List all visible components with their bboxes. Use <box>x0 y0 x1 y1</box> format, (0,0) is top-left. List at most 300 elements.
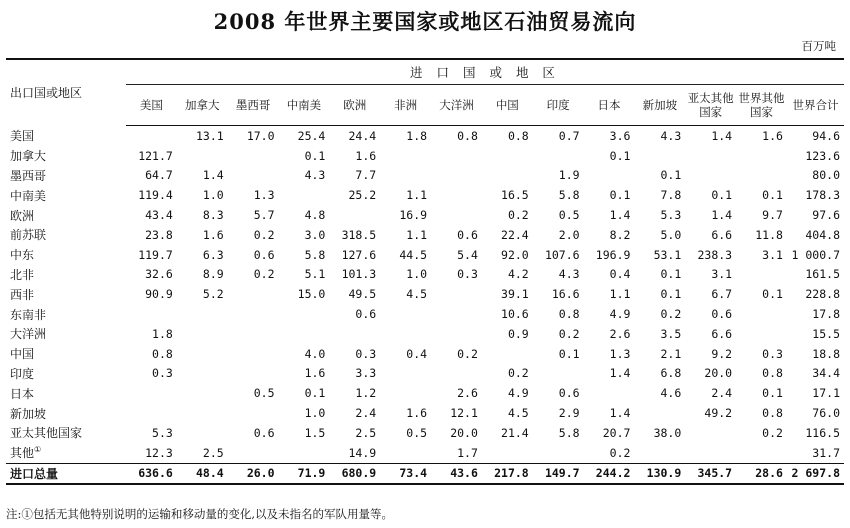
table-cell <box>228 304 279 324</box>
table-cell <box>228 403 279 423</box>
table-cell: 0.1 <box>558 346 580 361</box>
table-cell: 2.6 <box>609 326 631 341</box>
column-header: 加拿大 <box>177 85 228 126</box>
row-label-text: 加拿大 <box>10 149 47 164</box>
table-cell: 0.6 <box>253 425 275 440</box>
row-label-text: 亚太其他国家 <box>10 426 83 441</box>
table-cell: 6.3 <box>202 247 224 262</box>
table-cell: 73.4 <box>380 463 431 484</box>
table-cell: 28.6 <box>736 463 787 484</box>
oil-trade-table <box>6 58 844 485</box>
table-cell: 15.0 <box>297 287 326 302</box>
table-cell: 0.1 <box>660 287 682 302</box>
table-cell: 5.0 <box>660 227 682 242</box>
row-label-text: 日本 <box>10 386 35 401</box>
table-cell: 22.4 <box>501 227 529 242</box>
table-cell <box>736 166 787 186</box>
table-cell: 0.1 <box>304 386 326 401</box>
table-cell: 217.8 <box>482 463 533 484</box>
table-row <box>6 225 844 245</box>
table-cell: 6.7 <box>711 287 733 302</box>
table-cell: 1.6 <box>202 227 224 242</box>
table-cell <box>126 403 177 423</box>
column-header: 非洲 <box>380 85 431 126</box>
table-cell: 64.7 <box>145 168 173 183</box>
table-cell: 2.5 <box>202 445 224 460</box>
row-label-text: 大洋洲 <box>10 327 47 342</box>
table-cell: 1.7 <box>457 445 478 460</box>
column-header: 欧洲 <box>329 85 380 126</box>
table-cell: 130.9 <box>634 463 685 484</box>
table-cell: 2.0 <box>558 227 580 242</box>
table-cell <box>431 324 482 344</box>
row-label-text: 美国 <box>10 129 35 144</box>
table-cell <box>228 166 279 186</box>
table-cell: 3.0 <box>304 227 326 242</box>
row-label-text: 欧洲 <box>10 208 35 223</box>
table-cell: 14.9 <box>348 445 377 460</box>
row-label <box>6 344 126 364</box>
table-cell: 11.8 <box>755 227 783 242</box>
table-cell: 1.9 <box>558 168 580 183</box>
table-cell: 80.0 <box>812 168 840 183</box>
table-cell: 680.9 <box>329 463 380 484</box>
table-cell: 7.8 <box>660 188 682 203</box>
table-cell: 8.9 <box>202 267 224 282</box>
row-label-text: 东南非 <box>10 307 47 322</box>
table-row <box>6 146 844 166</box>
table-cell <box>482 443 533 463</box>
table-cell: 0.5 <box>253 386 275 401</box>
table-cell: 9.7 <box>762 208 783 223</box>
row-label <box>6 166 126 186</box>
table-cell <box>634 403 685 423</box>
table-cell: 2.9 <box>558 406 580 421</box>
table-cell <box>380 146 431 166</box>
table-row <box>6 403 844 423</box>
table-cell: 1.0 <box>202 188 224 203</box>
table-cell <box>634 443 685 463</box>
table-cell: 13.1 <box>195 128 224 143</box>
table-cell: 5.4 <box>457 247 478 262</box>
table-cell <box>177 344 228 364</box>
table-cell: 0.2 <box>253 267 275 282</box>
table-cell: 6.6 <box>711 326 733 341</box>
table-cell: 0.1 <box>762 287 783 302</box>
table-row <box>6 383 844 403</box>
table-cell: 0.4 <box>609 267 631 282</box>
table-cell: 1.6 <box>304 366 326 381</box>
table-cell: 196.9 <box>595 247 631 262</box>
table-cell: 49.5 <box>348 287 377 302</box>
table-cell: 0.3 <box>152 366 173 381</box>
table-cell: 2.4 <box>711 386 733 401</box>
table-cell: 0.3 <box>762 346 783 361</box>
table-cell: 0.8 <box>762 366 783 381</box>
table-cell: 4.6 <box>660 386 682 401</box>
table-cell <box>634 146 685 166</box>
table-cell: 94.6 <box>812 128 840 143</box>
table-cell <box>380 383 431 403</box>
table-cell: 5.8 <box>304 247 326 262</box>
column-header: 亚太其他国家 <box>685 85 736 126</box>
table-cell <box>431 166 482 186</box>
table-cell: 0.2 <box>457 346 478 361</box>
row-label <box>6 403 126 423</box>
column-header: 世界合计 <box>787 85 844 126</box>
row-label <box>6 284 126 304</box>
table-cell: 49.2 <box>704 406 733 421</box>
table-cell: 0.5 <box>406 425 428 440</box>
table-cell: 24.4 <box>348 128 377 143</box>
table-cell <box>177 146 228 166</box>
table-cell: 101.3 <box>341 267 377 282</box>
table-cell: 1.5 <box>304 425 326 440</box>
table-cell: 0.8 <box>457 128 478 143</box>
table-cell <box>685 443 736 463</box>
table-cell: 21.4 <box>501 425 529 440</box>
column-header: 中国 <box>482 85 533 126</box>
table-cell: 0.2 <box>762 425 783 440</box>
table-cell: 1.2 <box>355 386 377 401</box>
table-cell: 119.7 <box>138 247 173 262</box>
table-cell: 0.3 <box>457 267 478 282</box>
column-header: 世界其他国家 <box>736 85 787 126</box>
row-label <box>6 423 126 443</box>
table-cell: 0.8 <box>558 307 580 322</box>
table-row <box>6 126 844 146</box>
table-cell: 0.2 <box>660 307 682 322</box>
table-cell: 18.8 <box>812 346 840 361</box>
table-cell: 0.1 <box>660 267 682 282</box>
table-cell <box>279 443 330 463</box>
table-cell: 178.3 <box>805 188 840 203</box>
row-header-label: 出口国或地区 <box>10 86 83 101</box>
table-cell: 31.7 <box>812 445 840 460</box>
table-cell: 123.6 <box>805 148 840 163</box>
table-cell <box>380 324 431 344</box>
table-cell: 25.2 <box>348 188 377 203</box>
table-cell <box>329 324 380 344</box>
table-cell <box>126 304 177 324</box>
table-cell: 1.0 <box>406 267 428 282</box>
row-label <box>6 443 126 463</box>
row-label <box>6 185 126 205</box>
table-cell: 3.1 <box>711 267 733 282</box>
table-cell: 636.6 <box>126 463 177 484</box>
column-header: 日本 <box>584 85 635 126</box>
table-cell: 1.4 <box>711 128 733 143</box>
table-cell: 2.4 <box>355 406 377 421</box>
table-cell: 2.5 <box>355 425 377 440</box>
table-cell: 1.1 <box>406 227 428 242</box>
table-cell: 116.5 <box>805 425 840 440</box>
table-cell: 3.6 <box>609 128 631 143</box>
table-cell <box>736 146 787 166</box>
table-cell: 0.8 <box>152 346 173 361</box>
table-cell <box>736 443 787 463</box>
table-row <box>6 166 844 186</box>
table-cell: 1.4 <box>202 168 224 183</box>
table-cell: 16.5 <box>501 188 529 203</box>
table-cell: 1.4 <box>609 366 631 381</box>
table-cell: 17.0 <box>246 128 275 143</box>
table-cell: 0.1 <box>762 188 783 203</box>
table-cell: 4.9 <box>609 307 631 322</box>
column-header: 美国 <box>126 85 177 126</box>
table-cell: 1.3 <box>253 188 275 203</box>
table-cell <box>380 166 431 186</box>
table-cell: 0.6 <box>253 247 275 262</box>
table-cell: 0.9 <box>507 326 529 341</box>
table-cell: 0.1 <box>762 386 783 401</box>
table-cell: 1.4 <box>609 406 631 421</box>
table-cell: 3.5 <box>660 326 682 341</box>
table-cell: 161.5 <box>805 267 840 282</box>
table-cell <box>533 443 584 463</box>
table-cell: 1.1 <box>406 188 428 203</box>
table-cell: 0.1 <box>711 188 733 203</box>
table-cell: 44.5 <box>399 247 428 262</box>
table-cell: 4.8 <box>304 208 326 223</box>
row-label-text: 中国 <box>10 347 35 362</box>
table-cell <box>177 364 228 384</box>
table-row <box>6 423 844 443</box>
table-cell: 0.1 <box>609 188 631 203</box>
import-group-header: 进 口 国 或 地 区 <box>126 59 844 85</box>
table-cell <box>584 383 635 403</box>
table-cell <box>228 364 279 384</box>
table-cell <box>177 423 228 443</box>
table-cell: 20.7 <box>602 425 631 440</box>
unit-label: 百万吨 <box>801 39 836 53</box>
table-cell: 17.8 <box>812 307 840 322</box>
table-cell: 0.8 <box>762 406 783 421</box>
table-cell: 3.1 <box>762 247 783 262</box>
row-label-text: 其他 <box>10 446 35 461</box>
table-cell: 121.7 <box>138 148 173 163</box>
table-cell: 1.6 <box>762 128 783 143</box>
table-cell: 0.6 <box>711 307 733 322</box>
table-cell: 43.4 <box>145 208 173 223</box>
table-cell <box>431 146 482 166</box>
row-label-text: 中南美 <box>10 188 47 203</box>
table-cell: 53.1 <box>653 247 682 262</box>
table-cell: 6.6 <box>711 227 733 242</box>
table-cell: 318.5 <box>341 227 377 242</box>
table-cell: 43.6 <box>431 463 482 484</box>
table-cell: 404.8 <box>805 227 840 242</box>
table-cell: 1.6 <box>355 148 377 163</box>
table-cell: 12.1 <box>450 406 478 421</box>
table-cell <box>228 284 279 304</box>
row-label <box>6 126 126 146</box>
column-header: 墨西哥 <box>228 85 279 126</box>
row-label <box>6 383 126 403</box>
column-header: 印度 <box>533 85 584 126</box>
column-header: 大洋洲 <box>431 85 482 126</box>
total-label <box>6 463 126 484</box>
row-label <box>6 205 126 225</box>
table-cell: 4.3 <box>558 267 580 282</box>
table-cell <box>533 146 584 166</box>
table-cell: 2.1 <box>660 346 682 361</box>
table-cell: 1.4 <box>609 208 631 223</box>
table-cell: 1.8 <box>406 128 428 143</box>
row-label-text: 西非 <box>10 287 35 302</box>
table-cell: 1.4 <box>711 208 733 223</box>
table-cell: 2.6 <box>457 386 478 401</box>
table-cell: 2 697.8 <box>787 463 844 484</box>
table-cell <box>482 166 533 186</box>
table-cell: 0.4 <box>406 346 428 361</box>
table-cell <box>380 443 431 463</box>
table-cell: 0.7 <box>558 128 580 143</box>
table-cell: 20.0 <box>704 366 733 381</box>
table-cell: 1.0 <box>304 406 326 421</box>
table-cell <box>228 324 279 344</box>
table-cell <box>482 344 533 364</box>
table-cell <box>177 403 228 423</box>
table-cell: 0.5 <box>558 208 580 223</box>
table-cell <box>431 205 482 225</box>
table-cell: 38.0 <box>653 425 682 440</box>
table-cell: 119.4 <box>138 188 173 203</box>
table-cell: 5.2 <box>202 287 224 302</box>
table-cell: 0.8 <box>507 128 529 143</box>
row-label-text: 墨西哥 <box>10 168 47 183</box>
table-cell: 5.3 <box>152 425 173 440</box>
table-cell <box>685 166 736 186</box>
table-cell: 0.6 <box>355 307 377 322</box>
table-cell: 0.6 <box>457 227 478 242</box>
table-cell: 0.2 <box>609 445 631 460</box>
table-cell: 345.7 <box>685 463 736 484</box>
table-cell: 76.0 <box>812 406 840 421</box>
table-cell <box>126 126 177 146</box>
trade-table-container <box>6 58 844 485</box>
table-cell: 4.5 <box>507 406 529 421</box>
table-cell: 4.5 <box>406 287 428 302</box>
row-label <box>6 364 126 384</box>
table-cell <box>431 185 482 205</box>
column-header-row <box>6 85 844 126</box>
table-cell <box>380 304 431 324</box>
table-cell: 17.1 <box>812 386 840 401</box>
table-cell <box>279 304 330 324</box>
table-row <box>6 443 844 463</box>
table-cell <box>533 364 584 384</box>
table-cell <box>736 265 787 285</box>
table-cell: 5.1 <box>304 267 326 282</box>
table-cell: 34.4 <box>812 366 840 381</box>
row-label <box>6 225 126 245</box>
table-cell: 4.9 <box>507 386 529 401</box>
table-cell: 149.7 <box>533 463 584 484</box>
table-cell: 15.5 <box>812 326 840 341</box>
table-cell: 16.9 <box>399 208 428 223</box>
table-cell: 4.3 <box>660 128 682 143</box>
table-cell <box>177 383 228 403</box>
table-cell <box>482 146 533 166</box>
table-cell: 8.3 <box>202 208 224 223</box>
table-cell <box>685 423 736 443</box>
row-label-text: 新加坡 <box>10 406 47 421</box>
row-label-text: 印度 <box>10 366 35 381</box>
table-cell: 48.4 <box>177 463 228 484</box>
table-cell: 0.2 <box>253 227 275 242</box>
row-label-text: 前苏联 <box>10 228 47 243</box>
table-cell: 228.8 <box>805 287 840 302</box>
table-cell: 0.3 <box>355 346 377 361</box>
table-row <box>6 284 844 304</box>
column-header: 中南美 <box>279 85 330 126</box>
row-label-text: 北非 <box>10 267 35 282</box>
table-cell: 71.9 <box>279 463 330 484</box>
table-cell: 26.0 <box>228 463 279 484</box>
table-cell: 0.2 <box>558 326 580 341</box>
table-cell <box>177 324 228 344</box>
row-label <box>6 146 126 166</box>
table-cell: 8.2 <box>609 227 631 242</box>
table-header <box>6 59 844 126</box>
table-cell: 23.8 <box>145 227 173 242</box>
table-row <box>6 265 844 285</box>
table-cell: 0.1 <box>660 168 682 183</box>
table-row <box>6 205 844 225</box>
table-cell: 97.6 <box>812 208 840 223</box>
table-cell: 16.6 <box>551 287 580 302</box>
table-cell: 0.2 <box>507 208 529 223</box>
table-cell: 0.1 <box>304 148 326 163</box>
total-row <box>6 463 844 484</box>
table-cell: 127.6 <box>341 247 377 262</box>
table-cell <box>279 324 330 344</box>
table-cell: 244.2 <box>584 463 635 484</box>
table-cell: 7.7 <box>355 168 377 183</box>
table-cell: 5.8 <box>558 425 580 440</box>
row-label-text: 中东 <box>10 248 35 263</box>
table-cell: 4.2 <box>507 267 529 282</box>
table-cell: 92.0 <box>501 247 529 262</box>
table-cell: 1.6 <box>406 406 428 421</box>
table-cell <box>431 304 482 324</box>
table-cell: 4.3 <box>304 168 326 183</box>
row-label <box>6 245 126 265</box>
table-row <box>6 344 844 364</box>
table-body <box>6 126 844 485</box>
table-cell <box>228 344 279 364</box>
table-cell: 1.3 <box>609 346 631 361</box>
table-cell: 4.0 <box>304 346 326 361</box>
table-title: 2008 年世界主要国家或地区石油贸易流向 <box>213 9 637 34</box>
table-cell: 0.6 <box>558 386 580 401</box>
table-cell: 3.3 <box>355 366 377 381</box>
table-cell: 20.0 <box>450 425 478 440</box>
table-cell <box>736 324 787 344</box>
table-cell <box>685 146 736 166</box>
table-cell: 5.3 <box>660 208 682 223</box>
table-cell <box>228 443 279 463</box>
table-cell: 5.7 <box>253 208 275 223</box>
table-cell <box>736 304 787 324</box>
row-label-text: 进口总量 <box>10 466 59 481</box>
table-cell <box>177 304 228 324</box>
row-label <box>6 265 126 285</box>
table-cell: 1 000.7 <box>791 247 840 262</box>
table-cell: 1.1 <box>609 287 631 302</box>
table-cell: 0.1 <box>609 148 631 163</box>
